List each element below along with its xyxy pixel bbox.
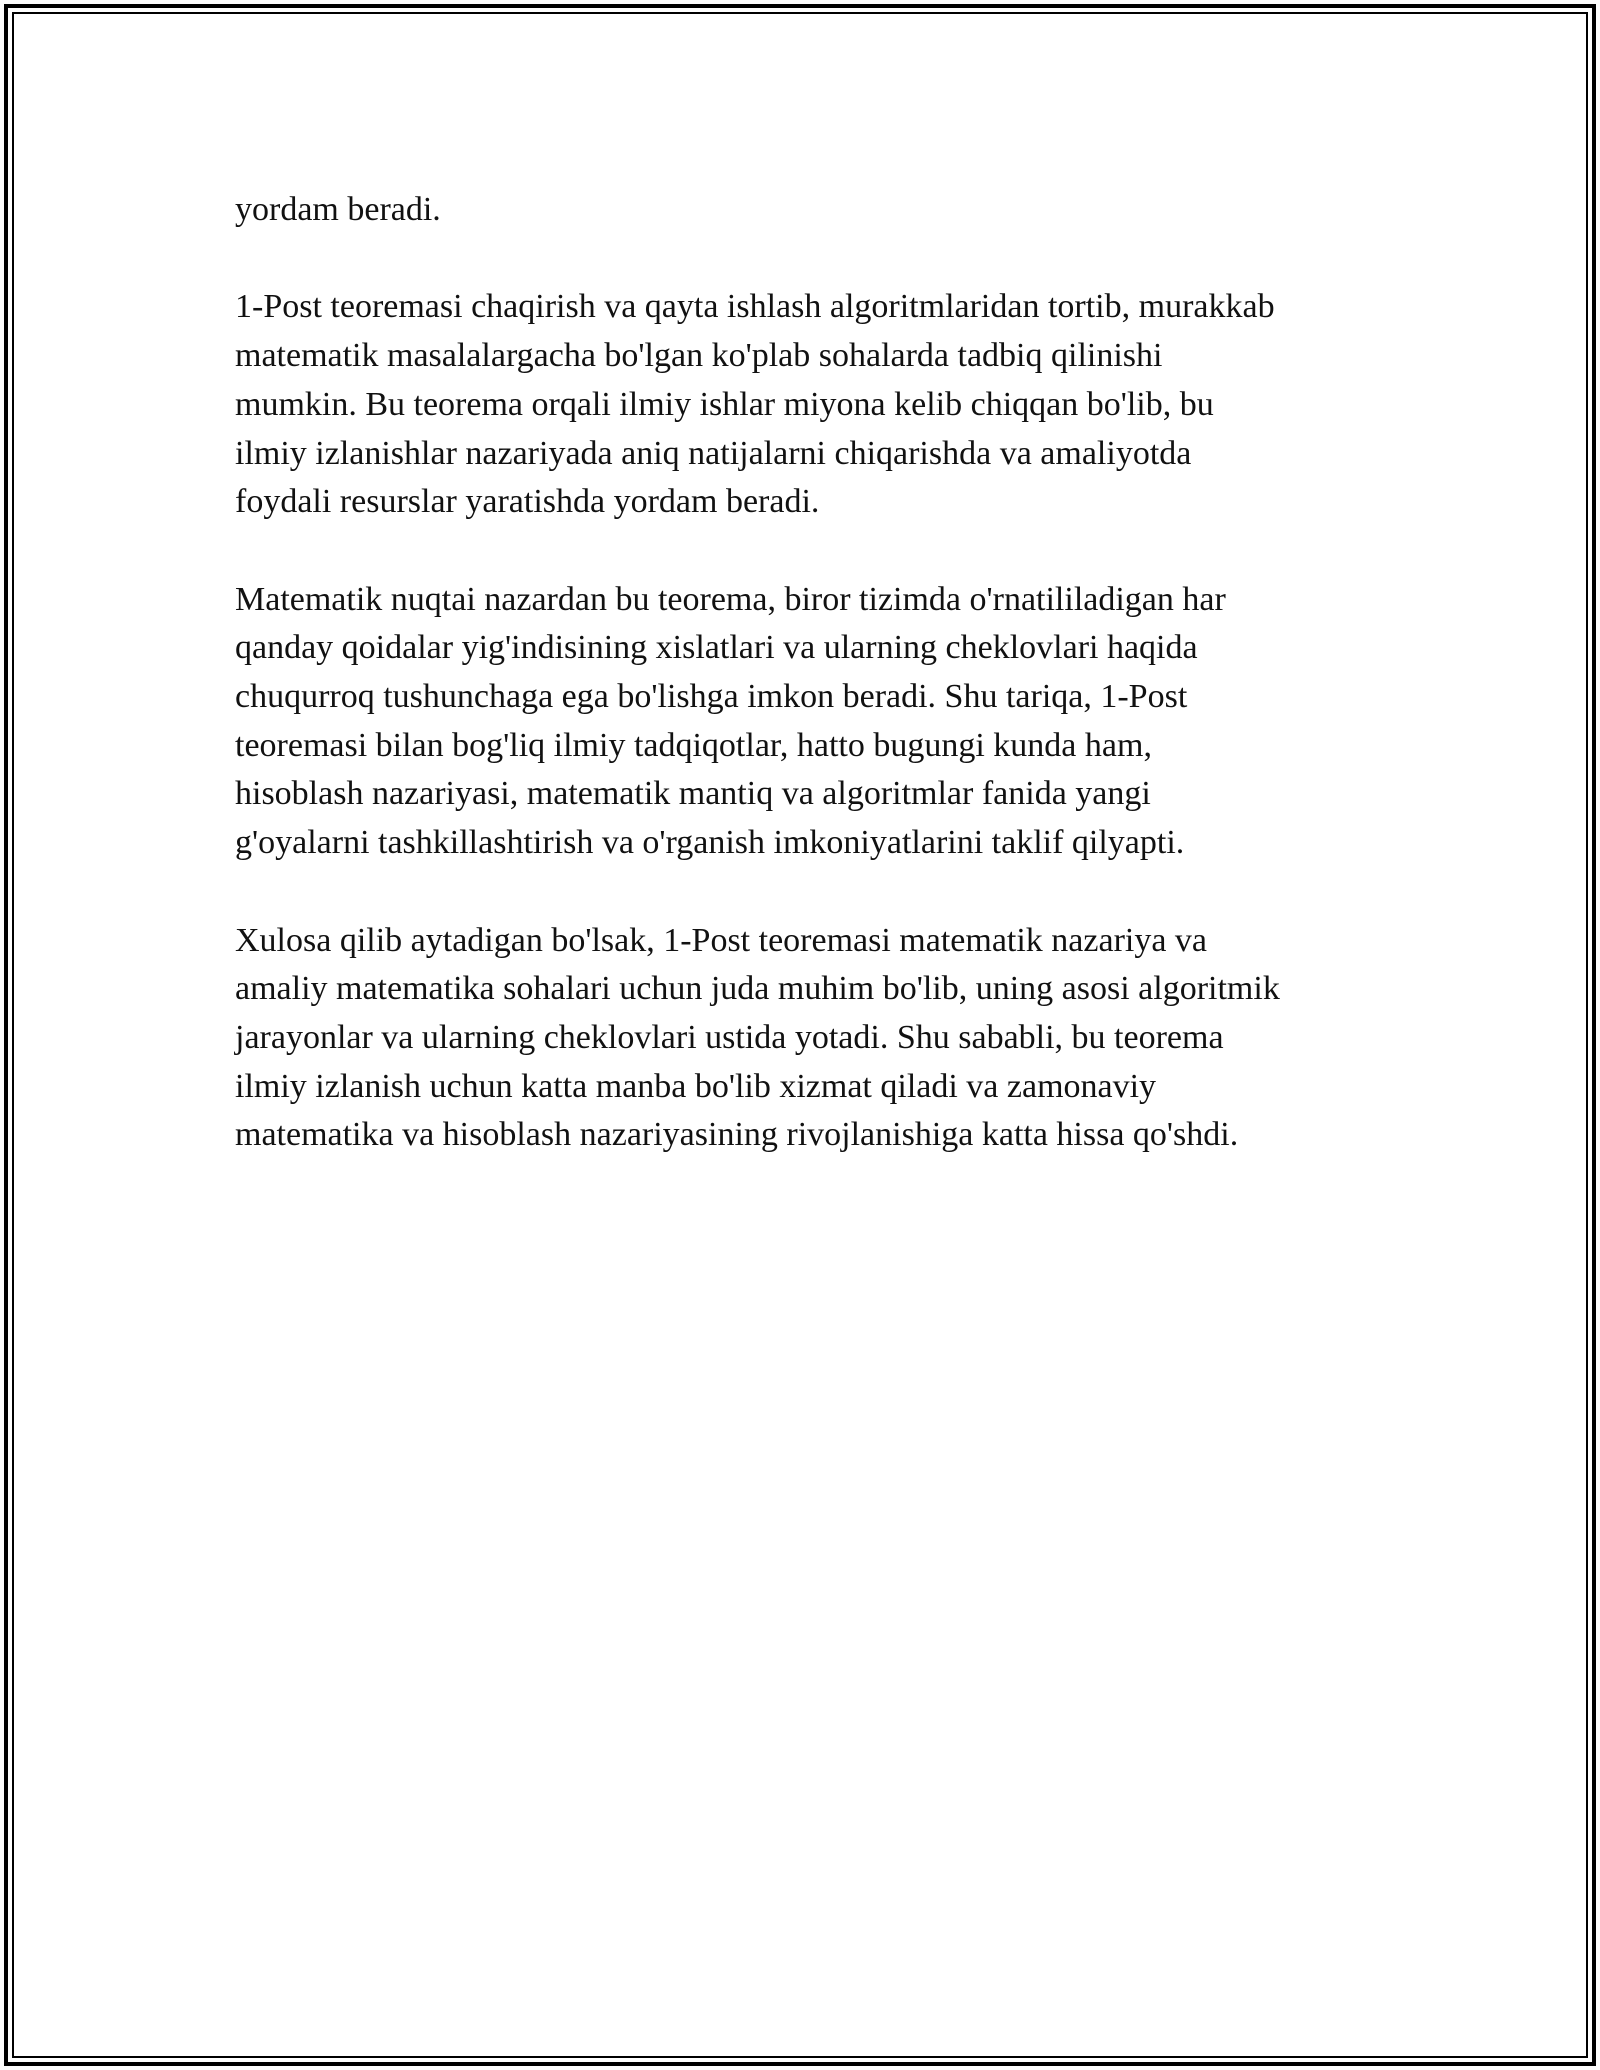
text-line: teoremasi bilan bog'liq ilmiy tadqiqotlar, hatto bugungi kunda ham,: [235, 726, 1152, 764]
text-line: matematik masalalargacha bo'lgan ko'plab sohalarda tadbiq qilinishi: [235, 337, 1163, 375]
text-line: g'oyalarni tashkillashtirish va o'rganish imkoniyatlarini taklif qilyapti.: [235, 824, 1185, 862]
text-line: hisoblash nazariyasi, matematik mantiq va algoritmlar fanida yangi: [235, 775, 1151, 813]
text-line: amaliy matematika sohalari uchun juda muhim bo'lib, uning asosi algoritmik: [235, 970, 1280, 1008]
text-line: chuqurroq tushunchaga ega bo'lishga imkon beradi. Shu tariqa, 1-Post: [235, 678, 1188, 715]
text-line: jarayonlar va ularning cheklovlari ustida yotadi. Shu sababli, bu teorema: [235, 1018, 1224, 1056]
paragraph-3: [235, 576, 1435, 868]
paragraph-4: [235, 917, 1435, 1161]
text-line: Xulosa qilib aytadigan bo'lsak, 1-Post teoremasi matematik nazariya va: [235, 921, 1208, 959]
text-line: mumkin. Bu teorema orqali ilmiy ishlar miyona kelib chiqqan bo'lib, bu: [235, 385, 1214, 423]
text-line: matematika va hisoblash nazariyasining rivojlanishiga katta hissa qo'shdi.: [235, 1116, 1239, 1154]
document-body: [235, 186, 1435, 1209]
text-line: ilmiy izlanishlar nazariyada aniq natijalarni chiqarishda va amaliyotda: [235, 434, 1192, 472]
paragraph-2: [235, 283, 1435, 527]
text-line: yordam beradi.: [235, 191, 441, 228]
text-line: Matematik nuqtai nazardan bu teorema, biror tizimda o'rnatililadigan har: [235, 580, 1226, 618]
text-line: 1-Post teoremasi chaqirish va qayta ishlash algoritmlaridan tortib, murakkab: [235, 288, 1275, 326]
text-line: foydali resurslar yaratishda yordam beradi.: [235, 483, 820, 521]
paragraph-1: [235, 186, 1435, 235]
text-line: ilmiy izlanish uchun katta manba bo'lib xizmat qiladi va zamonaviy: [235, 1067, 1157, 1105]
text-line: qanday qoidalar yig'indisining xislatlari va ularning cheklovlari haqida: [235, 629, 1198, 667]
